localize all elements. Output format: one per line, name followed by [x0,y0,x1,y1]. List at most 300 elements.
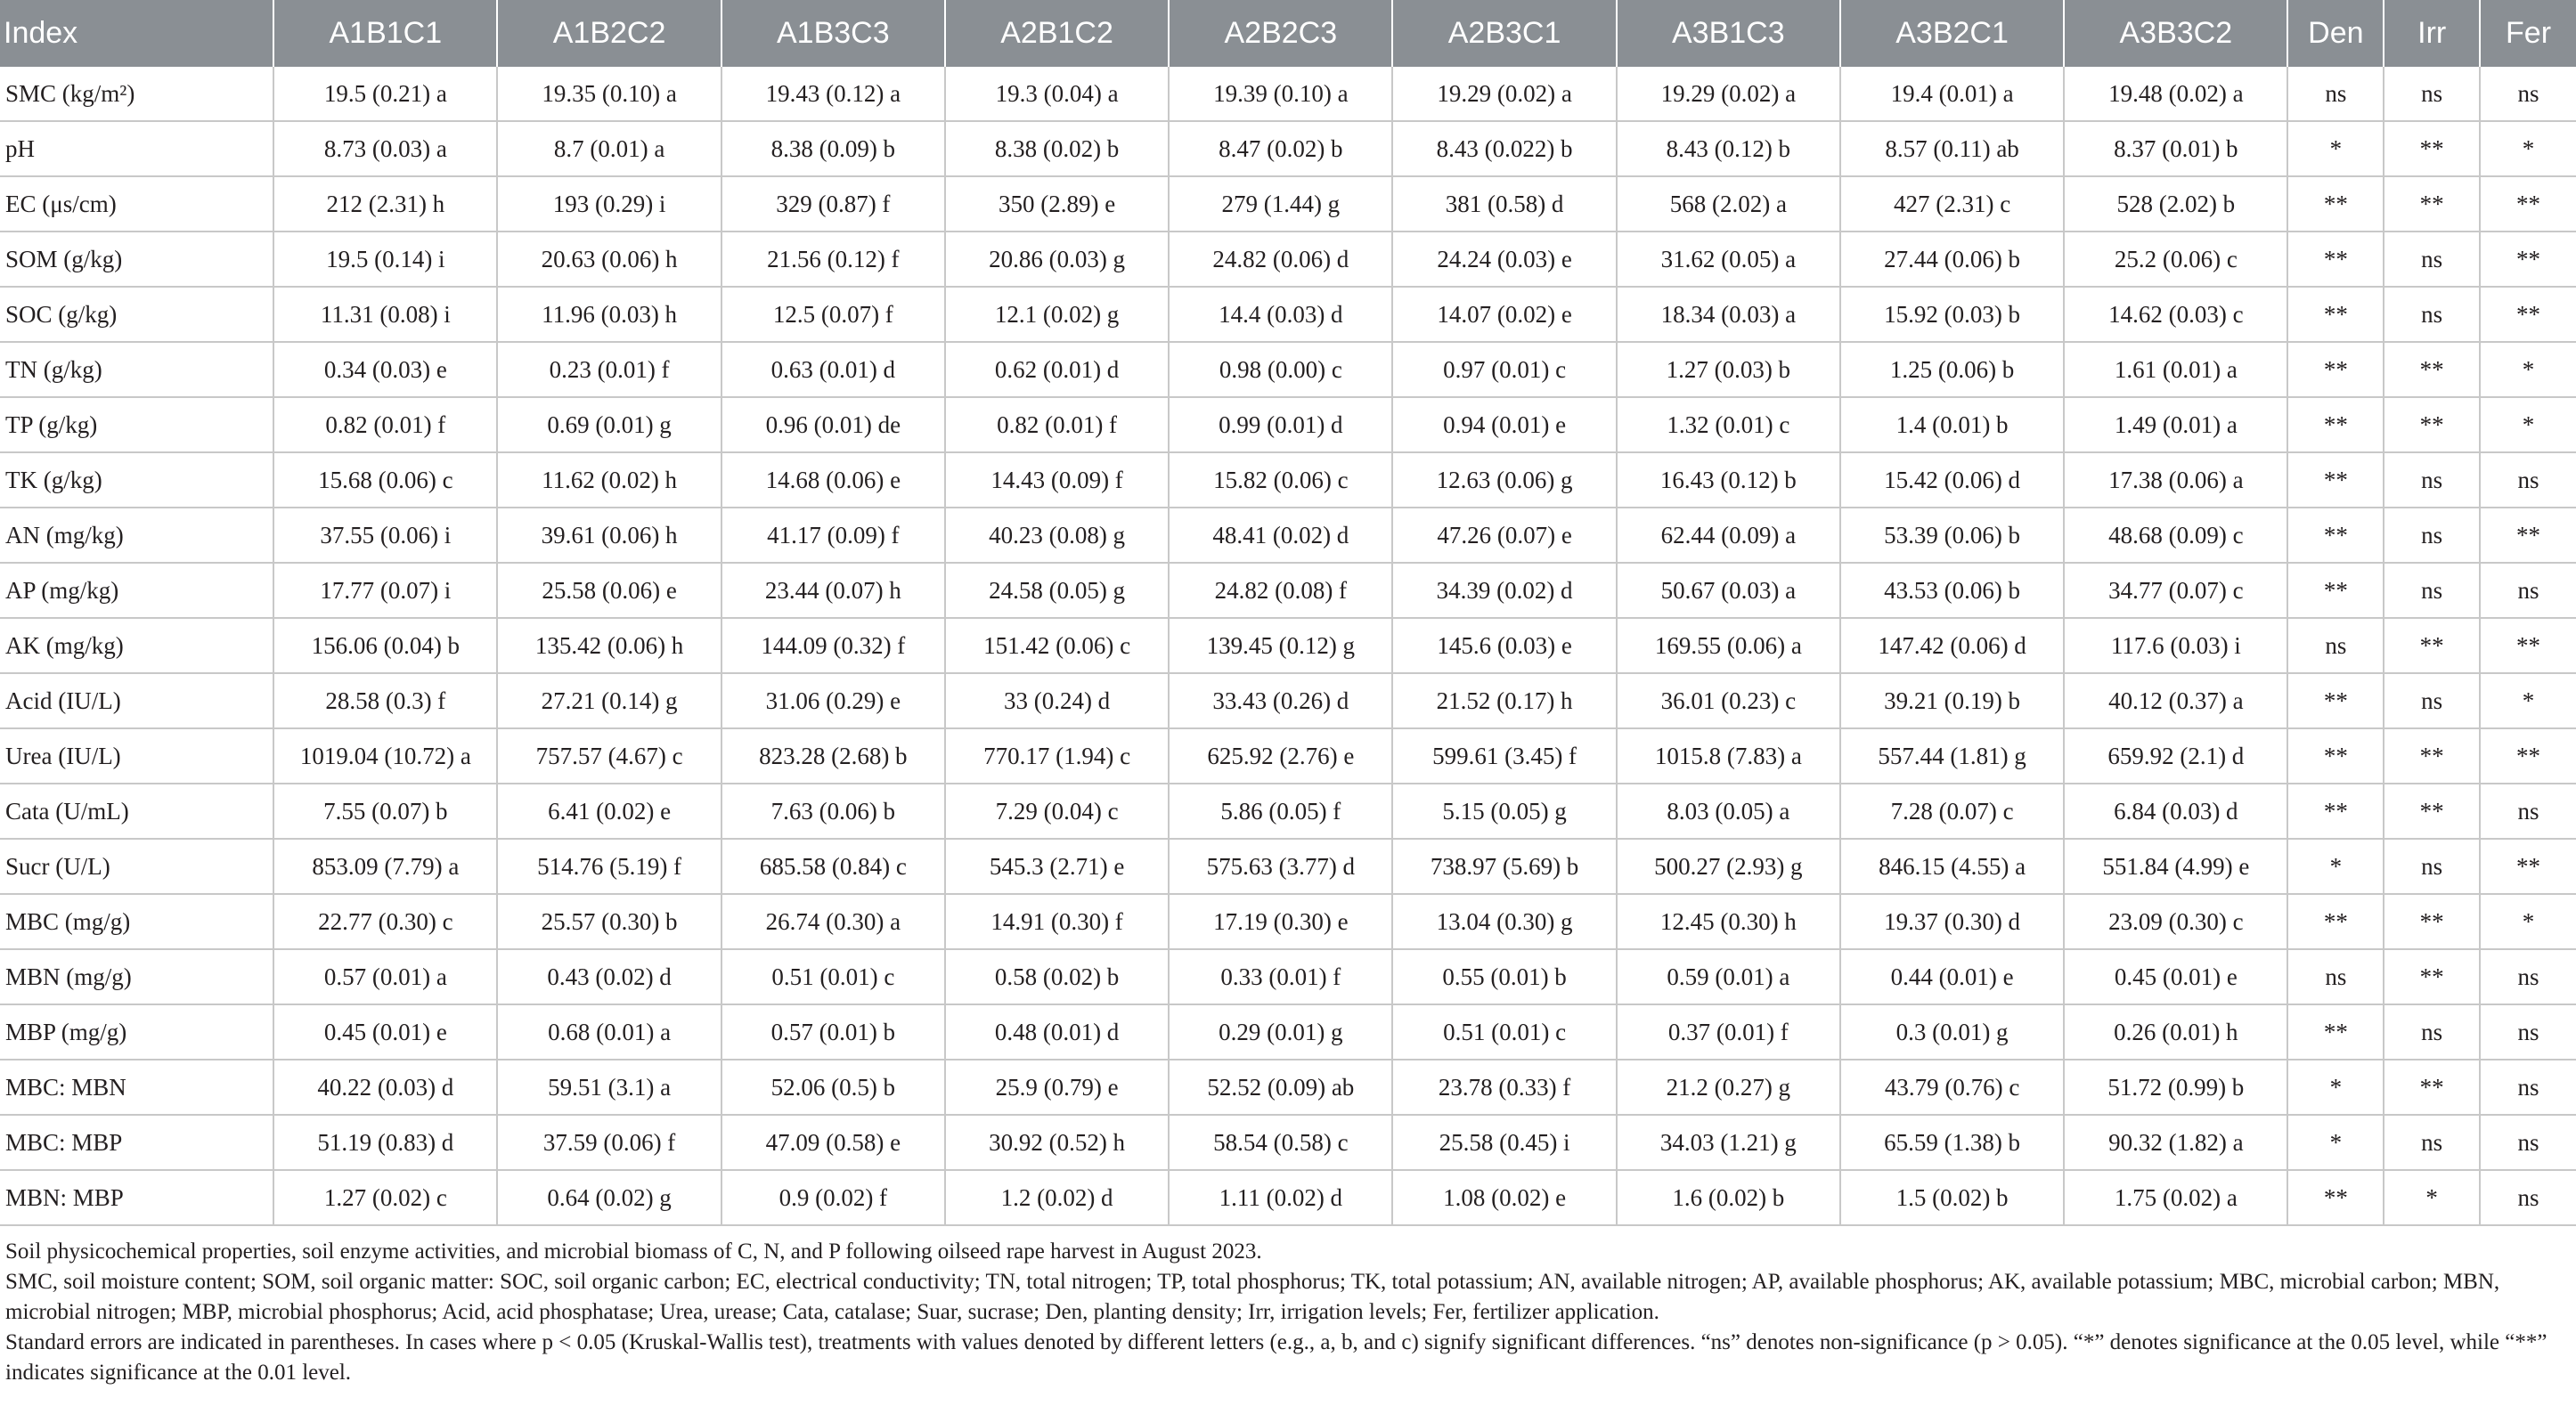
table-cell: 7.55 (0.07) b [273,784,497,839]
table-cell: 40.22 (0.03) d [273,1060,497,1115]
table-cell: 350 (2.89) e [945,176,1169,232]
table-cell: 7.29 (0.04) c [945,784,1169,839]
table-cell: ** [2287,452,2384,508]
table-cell: ns [2480,67,2576,121]
table-cell: ** [2480,287,2576,342]
table-cell: 0.9 (0.02) f [721,1170,945,1225]
table-cell: 34.03 (1.21) g [1617,1115,1840,1170]
table-cell: 43.79 (0.76) c [1840,1060,2064,1115]
table-cell: ns [2287,67,2384,121]
footnote-statistics: Standard errors are indicated in parentheses. In cases where p < 0.05 (Kruskal-Wallis test), treatments with values denoted by different letters (e.g., a, b, and c) signify significant differences. “ns” denotes non-significance (p > 0.05). “*” denotes significance at the 0.05 level, while “**” indicates significance at the 0.01 level. [5,1330,2547,1385]
table-cell: 12.63 (0.06) g [1392,452,1616,508]
table-footnotes [0,1226,2576,1388]
table-cell: ns [2384,673,2480,728]
table-cell: 31.62 (0.05) a [1617,232,1840,287]
table-cell: 19.29 (0.02) a [1617,67,1840,121]
table-row [0,1115,2576,1170]
table-cell: 19.35 (0.10) a [497,67,721,121]
table-cell: 14.91 (0.30) f [945,894,1169,949]
table-cell: ns [2384,563,2480,618]
table-cell: 135.42 (0.06) h [497,618,721,673]
table-cell: 11.31 (0.08) i [273,287,497,342]
table-row [0,949,2576,1004]
table-cell: 7.63 (0.06) b [721,784,945,839]
table-cell: 47.09 (0.58) e [721,1115,945,1170]
table-row [0,563,2576,618]
table-cell: 6.84 (0.03) d [2064,784,2287,839]
table-cell: 1.27 (0.03) b [1617,342,1840,397]
table-body [0,67,2576,1225]
row-label: EC (μs/cm) [0,176,273,232]
table-cell: ns [2287,618,2384,673]
table-cell: 17.19 (0.30) e [1169,894,1392,949]
table-cell: 853.09 (7.79) a [273,839,497,894]
table-cell: ** [2480,232,2576,287]
row-label: TK (g/kg) [0,452,273,508]
table-cell: ** [2287,728,2384,784]
table-cell: ns [2287,949,2384,1004]
table-cell: 26.74 (0.30) a [721,894,945,949]
table-cell: ** [2384,121,2480,176]
table-cell: 575.63 (3.77) d [1169,839,1392,894]
table-cell: 16.43 (0.12) b [1617,452,1840,508]
row-label: Cata (U/mL) [0,784,273,839]
table-cell: 25.57 (0.30) b [497,894,721,949]
column-header: A1B1C1 [273,0,497,67]
table-cell: 27.44 (0.06) b [1840,232,2064,287]
table-cell: 145.6 (0.03) e [1392,618,1616,673]
table-cell: 0.48 (0.01) d [945,1004,1169,1060]
table-cell: 43.53 (0.06) b [1840,563,2064,618]
table-row [0,508,2576,563]
table-cell: 31.06 (0.29) e [721,673,945,728]
table-cell: 0.45 (0.01) e [273,1004,497,1060]
row-label: MBN (mg/g) [0,949,273,1004]
table-row [0,452,2576,508]
column-header: Irr [2384,0,2480,67]
table-cell: 0.62 (0.01) d [945,342,1169,397]
row-label: Urea (IU/L) [0,728,273,784]
table-cell: * [2287,1060,2384,1115]
footnote-caption: Soil physicochemical properties, soil enzyme activities, and microbial biomass of C, N, and P following oilseed rape harvest in August 2023. [5,1239,1262,1264]
table-cell: 23.78 (0.33) f [1392,1060,1616,1115]
table-cell: 17.38 (0.06) a [2064,452,2287,508]
column-header: Index [0,0,273,67]
table-cell: 500.27 (2.93) g [1617,839,1840,894]
table-cell: ** [2384,1060,2480,1115]
table-cell: ** [2287,397,2384,452]
table-cell: 0.29 (0.01) g [1169,1004,1392,1060]
row-label: MBC: MBN [0,1060,273,1115]
table-cell: 15.68 (0.06) c [273,452,497,508]
table-cell: ** [2384,949,2480,1004]
table-cell: ** [2287,894,2384,949]
table-cell: 545.3 (2.71) e [945,839,1169,894]
table-cell: ** [2287,342,2384,397]
row-label: AP (mg/kg) [0,563,273,618]
table-cell: ns [2480,1004,2576,1060]
row-label: pH [0,121,273,176]
table-cell: ns [2384,287,2480,342]
table-cell: 0.99 (0.01) d [1169,397,1392,452]
table-cell: 0.45 (0.01) e [2064,949,2287,1004]
table-cell: * [2480,342,2576,397]
table-cell: 117.6 (0.03) i [2064,618,2287,673]
table-cell: 0.57 (0.01) a [273,949,497,1004]
table-cell: 30.92 (0.52) h [945,1115,1169,1170]
table-cell: 625.92 (2.76) e [1169,728,1392,784]
table-cell: * [2287,1115,2384,1170]
table-cell: 0.55 (0.01) b [1392,949,1616,1004]
table-cell: 11.96 (0.03) h [497,287,721,342]
table-cell: 0.37 (0.01) f [1617,1004,1840,1060]
table-cell: 19.3 (0.04) a [945,67,1169,121]
table-cell: 19.4 (0.01) a [1840,67,2064,121]
table-cell: 17.77 (0.07) i [273,563,497,618]
table-cell: ** [2287,1170,2384,1225]
table-cell: 8.43 (0.12) b [1617,121,1840,176]
table-cell: ** [2287,508,2384,563]
table-cell: 39.21 (0.19) b [1840,673,2064,728]
table-cell: 1.2 (0.02) d [945,1170,1169,1225]
table-cell: ** [2384,894,2480,949]
table-cell: 19.37 (0.30) d [1840,894,2064,949]
table-cell: 47.26 (0.07) e [1392,508,1616,563]
table-cell: 1.25 (0.06) b [1840,342,2064,397]
table-cell: 1.4 (0.01) b [1840,397,2064,452]
table-cell: 0.98 (0.00) c [1169,342,1392,397]
column-header: A1B3C3 [721,0,945,67]
table-cell: 0.23 (0.01) f [497,342,721,397]
table-cell: 599.61 (3.45) f [1392,728,1616,784]
table-cell: 1.75 (0.02) a [2064,1170,2287,1225]
table-cell: 24.24 (0.03) e [1392,232,1616,287]
table-cell: 0.82 (0.01) f [273,397,497,452]
table-cell: 514.76 (5.19) f [497,839,721,894]
table-header [0,0,2576,67]
table-cell: ** [2384,784,2480,839]
table-cell: 18.34 (0.03) a [1617,287,1840,342]
table-cell: 58.54 (0.58) c [1169,1115,1392,1170]
table-cell: 34.77 (0.07) c [2064,563,2287,618]
table-cell: 0.63 (0.01) d [721,342,945,397]
table-cell: 329 (0.87) f [721,176,945,232]
row-label: TN (g/kg) [0,342,273,397]
table-cell: 568 (2.02) a [1617,176,1840,232]
table-row [0,1170,2576,1225]
column-header: A1B2C2 [497,0,721,67]
table-cell: 528 (2.02) b [2064,176,2287,232]
table-cell: 0.97 (0.01) c [1392,342,1616,397]
table-cell: 147.42 (0.06) d [1840,618,2064,673]
row-label: AN (mg/kg) [0,508,273,563]
table-cell: 757.57 (4.67) c [497,728,721,784]
table-cell: ns [2384,452,2480,508]
row-label: MBC (mg/g) [0,894,273,949]
table-cell: 846.15 (4.55) a [1840,839,2064,894]
table-cell: 685.58 (0.84) c [721,839,945,894]
table-cell: ns [2480,1115,2576,1170]
table-row [0,232,2576,287]
table-cell: 0.44 (0.01) e [1840,949,2064,1004]
table-cell: ** [2480,508,2576,563]
table-cell: 5.86 (0.05) f [1169,784,1392,839]
table-cell: 15.42 (0.06) d [1840,452,2064,508]
table-cell: ns [2384,232,2480,287]
table-row [0,894,2576,949]
table-cell: 21.2 (0.27) g [1617,1060,1840,1115]
table-cell: ** [2480,839,2576,894]
table-cell: ** [2480,176,2576,232]
table-row [0,784,2576,839]
table-cell: ns [2384,508,2480,563]
table-cell: ns [2480,1060,2576,1115]
table-cell: 823.28 (2.68) b [721,728,945,784]
table-cell: 28.58 (0.3) f [273,673,497,728]
table-cell: 53.39 (0.06) b [1840,508,2064,563]
table-cell: 14.07 (0.02) e [1392,287,1616,342]
table-cell: ** [2287,1004,2384,1060]
column-header: A3B3C2 [2064,0,2287,67]
table-cell: 6.41 (0.02) e [497,784,721,839]
header-row [0,0,2576,67]
row-label: SMC (kg/m²) [0,67,273,121]
table-row [0,839,2576,894]
table-row [0,342,2576,397]
row-label: Sucr (U/L) [0,839,273,894]
table-cell: 738.97 (5.69) b [1392,839,1616,894]
table-cell: ns [2480,563,2576,618]
table-cell: 24.82 (0.06) d [1169,232,1392,287]
table-cell: 551.84 (4.99) e [2064,839,2287,894]
table-cell: 151.42 (0.06) c [945,618,1169,673]
table-row [0,121,2576,176]
table-cell: 14.68 (0.06) e [721,452,945,508]
table-cell: 21.56 (0.12) f [721,232,945,287]
table-cell: 7.28 (0.07) c [1840,784,2064,839]
table-cell: 8.73 (0.03) a [273,121,497,176]
row-label: SOC (g/kg) [0,287,273,342]
table-cell: 770.17 (1.94) c [945,728,1169,784]
table-cell: 0.82 (0.01) f [945,397,1169,452]
table-cell: 5.15 (0.05) g [1392,784,1616,839]
table-cell: 51.72 (0.99) b [2064,1060,2287,1115]
table-cell: 23.09 (0.30) c [2064,894,2287,949]
table-cell: 0.26 (0.01) h [2064,1004,2287,1060]
table-cell: * [2480,894,2576,949]
table-cell: 0.64 (0.02) g [497,1170,721,1225]
table-cell: ns [2480,1170,2576,1225]
table-cell: 0.51 (0.01) c [1392,1004,1616,1060]
table-cell: ** [2384,176,2480,232]
table-row [0,673,2576,728]
table-cell: 36.01 (0.23) c [1617,673,1840,728]
table-cell: ** [2287,563,2384,618]
table-cell: 0.57 (0.01) b [721,1004,945,1060]
table-cell: 19.5 (0.14) i [273,232,497,287]
table-cell: * [2287,839,2384,894]
table-cell: 12.5 (0.07) f [721,287,945,342]
table-cell: * [2480,397,2576,452]
table-cell: 0.51 (0.01) c [721,949,945,1004]
table-cell: * [2384,1170,2480,1225]
table-cell: 0.69 (0.01) g [497,397,721,452]
table-cell: 1015.8 (7.83) a [1617,728,1840,784]
table-cell: 90.32 (1.82) a [2064,1115,2287,1170]
table-cell: 13.04 (0.30) g [1392,894,1616,949]
table-cell: 25.2 (0.06) c [2064,232,2287,287]
table-cell: 0.96 (0.01) de [721,397,945,452]
table-cell: 33.43 (0.26) d [1169,673,1392,728]
table-row [0,67,2576,121]
table-cell: 0.34 (0.03) e [273,342,497,397]
table-cell: 62.44 (0.09) a [1617,508,1840,563]
table-cell: 139.45 (0.12) g [1169,618,1392,673]
table-cell: 0.94 (0.01) e [1392,397,1616,452]
table-cell: 50.67 (0.03) a [1617,563,1840,618]
row-label: MBC: MBP [0,1115,273,1170]
table-cell: 19.48 (0.02) a [2064,67,2287,121]
table-cell: ns [2480,949,2576,1004]
table-cell: 52.52 (0.09) ab [1169,1060,1392,1115]
table-cell: 0.43 (0.02) d [497,949,721,1004]
row-label: Acid (IU/L) [0,673,273,728]
column-header: A2B3C1 [1392,0,1616,67]
table-cell: 427 (2.31) c [1840,176,2064,232]
table-cell: 25.58 (0.06) e [497,563,721,618]
table-cell: 0.33 (0.01) f [1169,949,1392,1004]
table-cell: 169.55 (0.06) a [1617,618,1840,673]
column-header: A3B2C1 [1840,0,2064,67]
table-cell: 24.58 (0.05) g [945,563,1169,618]
table-cell: 0.68 (0.01) a [497,1004,721,1060]
table-cell: 193 (0.29) i [497,176,721,232]
table-cell: ** [2480,728,2576,784]
table-cell: ** [2384,618,2480,673]
table-cell: 12.45 (0.30) h [1617,894,1840,949]
table-cell: 59.51 (3.1) a [497,1060,721,1115]
table-cell: 1.27 (0.02) c [273,1170,497,1225]
table-cell: 381 (0.58) d [1392,176,1616,232]
table-cell: 52.06 (0.5) b [721,1060,945,1115]
table-cell: 14.43 (0.09) f [945,452,1169,508]
table-row [0,1004,2576,1060]
table-cell: 557.44 (1.81) g [1840,728,2064,784]
table-cell: * [2480,673,2576,728]
table-cell: 24.82 (0.08) f [1169,563,1392,618]
table-cell: 19.39 (0.10) a [1169,67,1392,121]
table-cell: 8.38 (0.09) b [721,121,945,176]
table-cell: ** [2287,673,2384,728]
row-label: MBP (mg/g) [0,1004,273,1060]
table-cell: ** [2287,176,2384,232]
table-cell: 1.08 (0.02) e [1392,1170,1616,1225]
table-cell: 1.5 (0.02) b [1840,1170,2064,1225]
table-cell: 40.23 (0.08) g [945,508,1169,563]
table-cell: 1.49 (0.01) a [2064,397,2287,452]
table-cell: 0.59 (0.01) a [1617,949,1840,1004]
table-cell: 279 (1.44) g [1169,176,1392,232]
table-cell: ** [2287,784,2384,839]
table-cell: 41.17 (0.09) f [721,508,945,563]
row-label: AK (mg/kg) [0,618,273,673]
table-cell: 11.62 (0.02) h [497,452,721,508]
table-cell: 37.59 (0.06) f [497,1115,721,1170]
table-cell: ns [2480,452,2576,508]
table-row [0,618,2576,673]
table-row [0,728,2576,784]
table-cell: 22.77 (0.30) c [273,894,497,949]
table-cell: 1.32 (0.01) c [1617,397,1840,452]
table-cell: 12.1 (0.02) g [945,287,1169,342]
table-cell: ns [2384,67,2480,121]
table-row [0,1060,2576,1115]
table-cell: ns [2384,839,2480,894]
column-header: Den [2287,0,2384,67]
table-cell: 15.92 (0.03) b [1840,287,2064,342]
table-cell: 8.37 (0.01) b [2064,121,2287,176]
table-cell: ** [2287,232,2384,287]
table-cell: 20.86 (0.03) g [945,232,1169,287]
table-cell: 20.63 (0.06) h [497,232,721,287]
table-cell: 19.43 (0.12) a [721,67,945,121]
table-cell: 0.58 (0.02) b [945,949,1169,1004]
table-cell: ns [2384,1115,2480,1170]
row-label: TP (g/kg) [0,397,273,452]
table-cell: 14.62 (0.03) c [2064,287,2287,342]
table-cell: 33 (0.24) d [945,673,1169,728]
table-cell: 8.38 (0.02) b [945,121,1169,176]
table-cell: 8.7 (0.01) a [497,121,721,176]
table-cell: 34.39 (0.02) d [1392,563,1616,618]
table-row [0,176,2576,232]
column-header: A2B2C3 [1169,0,1392,67]
table-cell: 40.12 (0.37) a [2064,673,2287,728]
table-cell: 19.29 (0.02) a [1392,67,1616,121]
table-cell: 65.59 (1.38) b [1840,1115,2064,1170]
table-row [0,397,2576,452]
table-cell: 25.58 (0.45) i [1392,1115,1616,1170]
table-cell: * [2287,121,2384,176]
table-cell: 48.68 (0.09) c [2064,508,2287,563]
table-cell: 1019.04 (10.72) a [273,728,497,784]
table-cell: ** [2480,618,2576,673]
row-label: SOM (g/kg) [0,232,273,287]
column-header: Fer [2480,0,2576,67]
table-cell: ** [2384,397,2480,452]
table-cell: 8.47 (0.02) b [1169,121,1392,176]
table-cell: 144.09 (0.32) f [721,618,945,673]
footnote-abbreviations: SMC, soil moisture content; SOM, soil organic matter: SOC, soil organic carbon; EC, electrical conductivity; TN, total nitrogen; TP, total phosphorus; TK, total potassium; AN, available nitrogen; AP, available phosphorus; AK, available potassium; MBC, microbial carbon; MBN, microbial nitrogen; MBP, microbial phosphorus; Acid, acid phosphatase; Urea, urease; Cata, catalase; Suar, sucrase; Den, planting density; Irr, irrigation levels; Fer, fertilizer application. [5,1270,2500,1324]
table-cell: ** [2384,342,2480,397]
table-cell: 1.11 (0.02) d [1169,1170,1392,1225]
table-cell: 39.61 (0.06) h [497,508,721,563]
column-header: A2B1C2 [945,0,1169,67]
table-cell: 23.44 (0.07) h [721,563,945,618]
table-cell: ns [2384,1004,2480,1060]
table-cell: 14.4 (0.03) d [1169,287,1392,342]
row-label: MBN: MBP [0,1170,273,1225]
table-cell: ns [2480,784,2576,839]
table-cell: 8.43 (0.022) b [1392,121,1616,176]
column-header: A3B1C3 [1617,0,1840,67]
table-cell: 156.06 (0.04) b [273,618,497,673]
table-cell: 48.41 (0.02) d [1169,508,1392,563]
table-cell: 37.55 (0.06) i [273,508,497,563]
table-cell: 1.61 (0.01) a [2064,342,2287,397]
table-row [0,287,2576,342]
table-cell: 1.6 (0.02) b [1617,1170,1840,1225]
